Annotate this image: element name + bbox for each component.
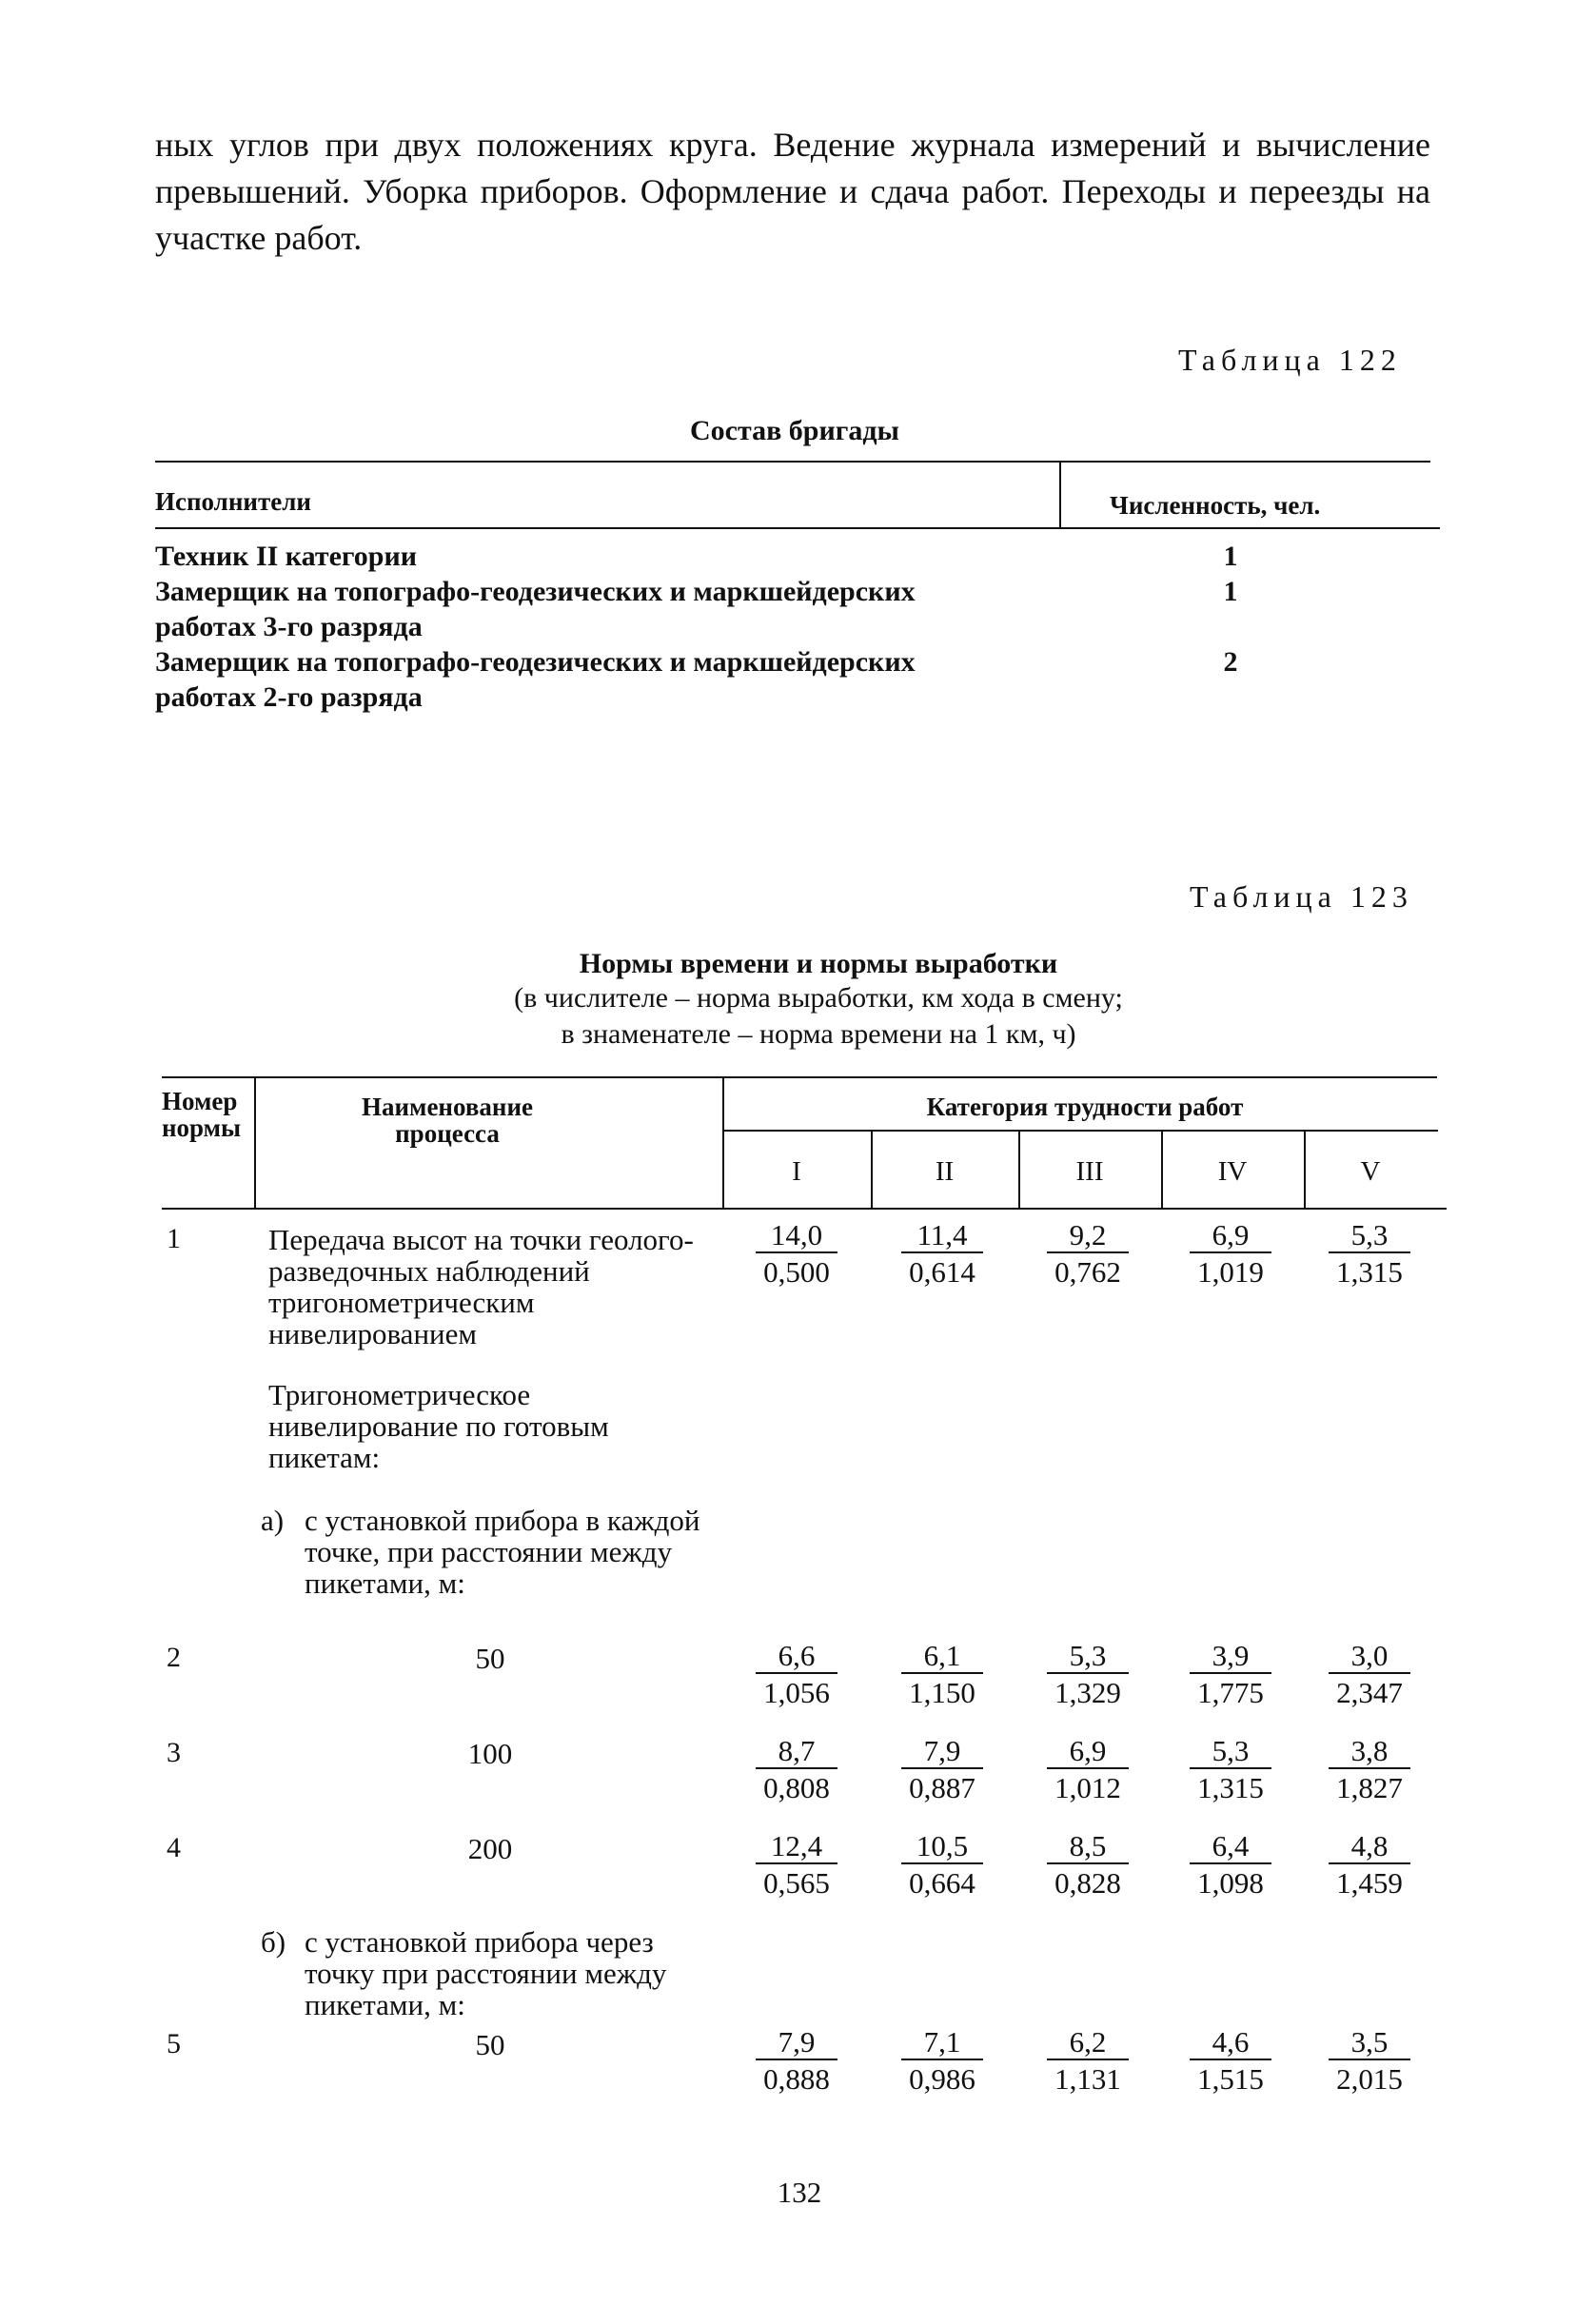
table122-row-2-count: 1 (1223, 576, 1238, 607)
table123-row-2-value-III: $\frac{5,3}{1,329}$ (1035, 1640, 1140, 1712)
table123-row-5-value-III: $\frac{6,2}{1,131}$ (1035, 2026, 1140, 2098)
table123 (162, 1076, 1447, 2104)
table123-category-I: I (792, 1156, 801, 1187)
table123-row-4-number: 4 (167, 1832, 181, 1863)
table122-row-3-name: Замерщик на топографо-геодезических и маркшейдерских работах 2-го разряда (155, 646, 916, 713)
table122-header-rule (155, 527, 1440, 529)
table122-header-performers: Исполнители (155, 487, 311, 516)
table123-row-3-value-IV: $\frac{5,3}{1,315}$ (1178, 1735, 1283, 1807)
table123-category-V: V (1360, 1156, 1381, 1187)
table123-row-1-number: 1 (167, 1223, 181, 1254)
table123-row-4-value-III: $\frac{8,5}{0,828}$ (1035, 1830, 1140, 1902)
table123-header-category: Категория трудности работ (926, 1093, 1244, 1121)
table122-header-count: Численность, чел. (1110, 491, 1321, 520)
table123-row-3-value-V: $\frac{3,8}{1,827}$ (1317, 1735, 1422, 1807)
table123-category-rule (722, 1130, 1438, 1132)
table123-row-1-value-IV: $\frac{6,9}{1,019}$ (1178, 1219, 1283, 1291)
table123-title: Нормы времени и нормы выработки (579, 948, 1058, 979)
table123-row-4-distance: 200 (467, 1832, 513, 1865)
table123-row-2-value-II: $\frac{6,1}{1,150}$ (890, 1640, 995, 1712)
table122-title: Состав бригады (690, 415, 899, 446)
table123-row-3-distance: 100 (467, 1737, 513, 1770)
table123-row-4-value-V: $\frac{4,8}{1,459}$ (1317, 1830, 1422, 1902)
table123-row-3-value-II: $\frac{7,9}{0,887}$ (890, 1735, 995, 1807)
table123-row-2-value-V: $\frac{3,0}{2,347}$ (1317, 1640, 1422, 1712)
table122-row-1-count: 1 (1223, 541, 1238, 572)
table123-divider-process (722, 1076, 724, 1208)
table123-header-number: Номер нормы (162, 1087, 242, 1142)
table123-subsection-a-label: а) (261, 1504, 285, 1537)
table123-row-5-value-IV: $\frac{4,6}{1,515}$ (1178, 2026, 1283, 2098)
table123-row-4-value-II: $\frac{10,5}{0,664}$ (890, 1830, 995, 1902)
table123-category-II: II (935, 1156, 955, 1187)
table123-header-rule (162, 1208, 1447, 1210)
table122-header-divider (1059, 461, 1061, 527)
table123-top-rule (162, 1076, 1437, 1078)
table123-row-3-value-III: $\frac{6,9}{1,012}$ (1035, 1735, 1140, 1807)
table123-category-III: III (1075, 1156, 1104, 1187)
table123-row-4-value-IV: $\frac{6,4}{1,098}$ (1178, 1830, 1283, 1902)
table123-row-5-value-V: $\frac{3,5}{2,015}$ (1317, 2026, 1422, 2098)
table123-row-2-value-I: $\frac{6,6}{1,056}$ (744, 1640, 849, 1712)
table123-subsection-a-text: с установкой прибора в каждой точке, при расстоянии между пикетами, м: (305, 1504, 700, 1600)
table122-row-3-count: 2 (1223, 646, 1238, 678)
table123-row-1-value-III: $\frac{9,2}{0,762}$ (1035, 1219, 1140, 1291)
table123-row-3-number: 3 (167, 1737, 181, 1768)
table123-divider-number (254, 1076, 256, 1208)
table123-row-5-value-II: $\frac{7,1}{0,986}$ (890, 2026, 995, 2098)
table123-row-5-value-I: $\frac{7,9}{0,888}$ (744, 2026, 849, 2098)
intro-paragraph: ных углов при двух положениях круга. Ведение журнала измерений и вычисление превышений. Уборка приборов. Оформление и сдача работ. Переходы и переезды на участке работ. (155, 126, 1430, 257)
table123-category-IV: IV (1217, 1156, 1248, 1187)
table123-row-2-distance: 50 (475, 1642, 505, 1675)
table123-section-heading: Тригонометрическое нивелирование по готовым пикетам: (268, 1378, 609, 1474)
table123-row-3-value-I: $\frac{8,7}{0,808}$ (744, 1735, 849, 1807)
page-number: 132 (777, 2176, 822, 2209)
table123-subsection-b-text: с установкой прибора через точку при расстоянии между пикетами, м: (305, 1925, 667, 2021)
table123-caption: Таблица 123 (1190, 879, 1413, 914)
table123-row-1-value-V: $\frac{5,3}{1,315}$ (1317, 1219, 1422, 1291)
table123-row-1-value-I: $\frac{14,0}{0,500}$ (744, 1219, 849, 1291)
table122-top-rule (155, 461, 1430, 463)
table123-row-2-value-IV: $\frac{3,9}{1,775}$ (1178, 1640, 1283, 1712)
table123-row-5-distance: 50 (475, 2028, 505, 2061)
table123-row-4-value-I: $\frac{12,4}{0,565}$ (744, 1830, 849, 1902)
table123-row-2-number: 2 (167, 1642, 181, 1673)
table123-row-5-number: 5 (167, 2028, 181, 2059)
table122-caption: Таблица 122 (1178, 343, 1402, 377)
table123-row-1-process: Передача высот на точки геолого-разведочных наблюдений тригонометрическим нивелированием (268, 1223, 694, 1350)
table122-row-1-name: Техник II категории (155, 541, 418, 572)
table123-subtitle-2: в знаменателе – норма времени на 1 км, ч) (561, 1018, 1076, 1050)
table123-subsection-b-label: б) (261, 1925, 286, 1959)
table122-row-2-name: Замерщик на топографо-геодезических и маркшейдерских работах 3-го разряда (155, 576, 916, 642)
table123-row-1-value-II: $\frac{11,4}{0,614}$ (890, 1219, 995, 1291)
table123-subtitle-1: (в числителе – норма выработки, км хода в смену; (514, 982, 1123, 1014)
table123-header-process: Наименование процесса (362, 1093, 533, 1148)
